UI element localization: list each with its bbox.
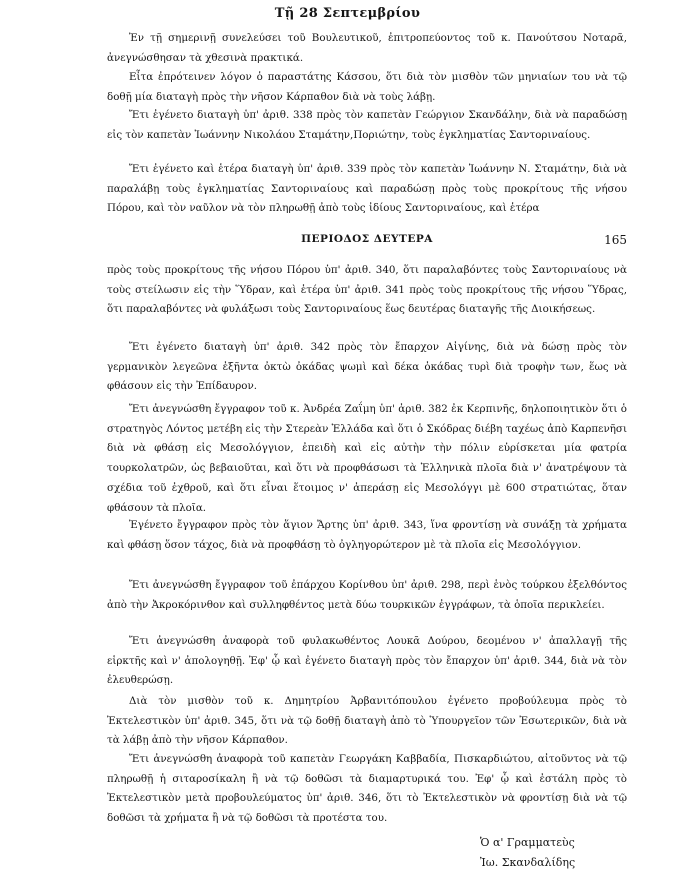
signature-name: Ἰω. Σκανδαλίδης — [480, 856, 576, 869]
paragraph-9: Ἔτι ἀνεγνώσθη ἔγγραφον τοῦ ἐπάρχου Κορίνθου ὑπ' ἀριθ. 298, περὶ ἑνὸς τούρκου ἐξελθόντος ἀπὸ τὴν Ἀκροκόρινθον καὶ συλληφθέντος μετὰ δύω τουρκικῶν ἐγγράφων, τὰ ὁποῖα περικλείει. — [107, 579, 627, 611]
running-head — [107, 233, 627, 251]
paragraph-3: Ἔτι ἐγένετο διαταγὴ ὑπ' ἀριθ. 338 πρὸς τὸν καπετὰν Γεώργιον Σκανδάλην, διὰ νὰ παραδώσῃ εἰς τὸν καπετὰν Ἰωάννην Νικολάου Σταμάτην,Ποριώτην, τοὺς ἐγκληματίας Σαντοριναίους. — [107, 109, 627, 141]
paragraph-7: Ἔτι ἀνεγνώσθη ἔγγραφον τοῦ κ. Ἀνδρέα Ζαΐμη ὑπ' ἀριθ. 382 ἐκ Κερπινῆς, δηλοποιητικὸν ὅτι ὁ στρατηγὸς Λόντος μετέβη εἰς τὴν Στερεὰν Ἑλλάδα καὶ ὅτι ὁ Σκόδρας διέβη ταχέως ἀπὸ Καρπενῆσι διὰ νὰ φθάσῃ εἰς Μεσολόγγιον, ἐπειδὴ καὶ εἰς αὐτὴν τὴν πόλιν εὑρίσκεται μία φατρία τουρκολατρῶν, ὡς βεβαιοῦται, καὶ ὅτι νὰ προφθάσωσι τὰ Ἑλληνικὰ πλοῖα διὰ ν' ἀνατρέψουν τὰ σχέδια τοῦ ἐχθροῦ, καὶ ὅτι εἶναι ἕτοιμος ν' ἀπεράσῃ εἰς Μεσολόγγι μὲ 600 στρατιώτας, ὅταν φθάσουν τὰ πλοῖα. — [107, 403, 627, 514]
signature-title: Ὁ α' Γραμματεὺς — [480, 836, 575, 849]
running-head-title: ΠΕΡΙΟΔΟΣ ΔΕΥΤΕΡΑ — [301, 233, 433, 245]
session-date-heading: Τῇ 28 Σεπτεμβρίου — [274, 6, 421, 21]
paragraph-4: Ἔτι ἐγένετο καὶ ἑτέρα διαταγὴ ὑπ' ἀριθ. 339 πρὸς τὸν καπετὰν Ἰωάννην Ν. Σταμάτην, διὰ νὰ παραλάβῃ τοὺς ἐγκληματίας Σαντοριναίους καὶ παραδώσῃ πρὸς τοὺς προκρίτους τῆς νήσου Πόρου, καὶ τὸν ναῦλον νὰ τὸν πληρωθῇ ἀπὸ τοὺς ἰδίους Σαντοριναίους, καὶ ἑτέρα — [107, 163, 627, 215]
paragraph-12: Ἔτι ἀνεγνώσθη ἀναφορὰ τοῦ καπετὰν Γεωργάκη Καββαδία, Πισκαρδιώτου, αἰτοῦντος νὰ τῷ πληρωθῇ ἡ σιταροσίκαλη ἢ νὰ τῷ δοθῶσι τὰ διαμαρτυρικά του. Ἐφ' ᾧ καὶ ἐστάλη πρὸς τὸ Ἐκτελεστικὸν μετὰ προβουλεύματος ὑπ' ἀριθ. 346, ὅτι τὸ Ἐκτελεστικὸν νὰ φροντίσῃ διὰ νὰ τῷ δοθῶσι τὰ χρήματα ἢ νὰ τῷ δοθῶσι τὰ προτέστα του. — [107, 753, 627, 825]
paragraph-10: Ἔτι ἀνεγνώσθη ἀναφορὰ τοῦ φυλακωθέντος Λουκᾶ Δούρου, δεομένου ν' ἀπαλλαγῇ τῆς εἱρκτῆς καὶ ν' ἀπολογηθῇ. Ἐφ' ᾧ καὶ ἐγένετο διαταγὴ πρὸς τὸν ἔπαρχον ὑπ' ἀριθ. 344, διὰ νὰ τὸν ἐλευθερώσῃ. — [107, 635, 627, 687]
paragraph-8: Ἐγένετο ἔγγραφον πρὸς τὸν ἅγιον Ἄρτης ὑπ' ἀριθ. 343, ἵνα φροντίσῃ νὰ συνάξῃ τὰ χρήματα καὶ φθάσῃ ὅσον τάχος, διὰ νὰ προφθάσῃ τὸ ὀγληγορώτερον μὲ τὰ πλοῖα εἰς Μεσολόγγιον. — [107, 519, 627, 551]
page-number: 165 — [604, 233, 627, 247]
paragraph-5: πρὸς τοὺς προκρίτους τῆς νήσου Πόρου ὑπ' ἀριθ. 340, ὅτι παραλαβόντες τοὺς Σαντοριναίους νὰ τοὺς στείλωσιν εἰς τὴν Ὕδραν, καὶ ἑτέρα ὑπ' ἀριθ. 341 πρὸς τοὺς προκρίτους τῆς νήσου Ὕδρας, ὅτι παραλαβόντες νὰ φυλάξωσι τοὺς Σαντοριναίους ἕως δευτέρας διαταγῆς τῆς Διοικήσεως. — [107, 264, 627, 316]
paragraph-11: Διὰ τὸν μισθὸν τοῦ κ. Δημητρίου Ἀρβανιτόπουλου ἐγένετο προβούλευμα πρὸς τὸ Ἐκτελεστικὸν ὑπ' ἀριθ. 345, ὅτι νὰ τῷ δοθῇ διαταγὴ ἀπὸ τὸ Ὑπουργεῖον τῶν Ἐσωτερικῶν, διὰ νὰ τὰ λάβῃ ἀπὸ τὴν νῆσον Κάρπαθον. — [107, 695, 627, 747]
paragraph-1: Ἐν τῇ σημερινῇ συνελεύσει τοῦ Βουλευτικοῦ, ἐπιτροπεύοντος τοῦ κ. Πανούτσου Νοταρᾶ, ἀνεγνώσθησαν τὰ χθεσινὰ πρακτικά. — [107, 32, 627, 64]
paragraph-6: Ἔτι ἐγένετο διαταγὴ ὑπ' ἀριθ. 342 πρὸς τὸν ἔπαρχον Αἰγίνης, διὰ νὰ δώσῃ πρὸς τὸν γερμανικὸν λεγεῶνα ἐξῆντα ὀκτὼ ὀκάδας ψωμὶ καὶ δέκα ὀκάδας τυρὶ διὰ τροφὴν των, ἕως νὰ φθάσουν εἰς τὴν Ἐπίδαυρον. — [107, 341, 627, 393]
paragraph-2: Εἶτα ἐπρότεινεν λόγον ὁ παραστάτης Κάσσου, ὅτι διὰ τὸν μισθὸν τῶν μηνιαίων του νὰ τῷ δοθῇ μία διαταγὴ πρὸς τὴν νῆσον Κάρπαθον διὰ νὰ τοὺς λάβῃ. — [107, 71, 627, 103]
